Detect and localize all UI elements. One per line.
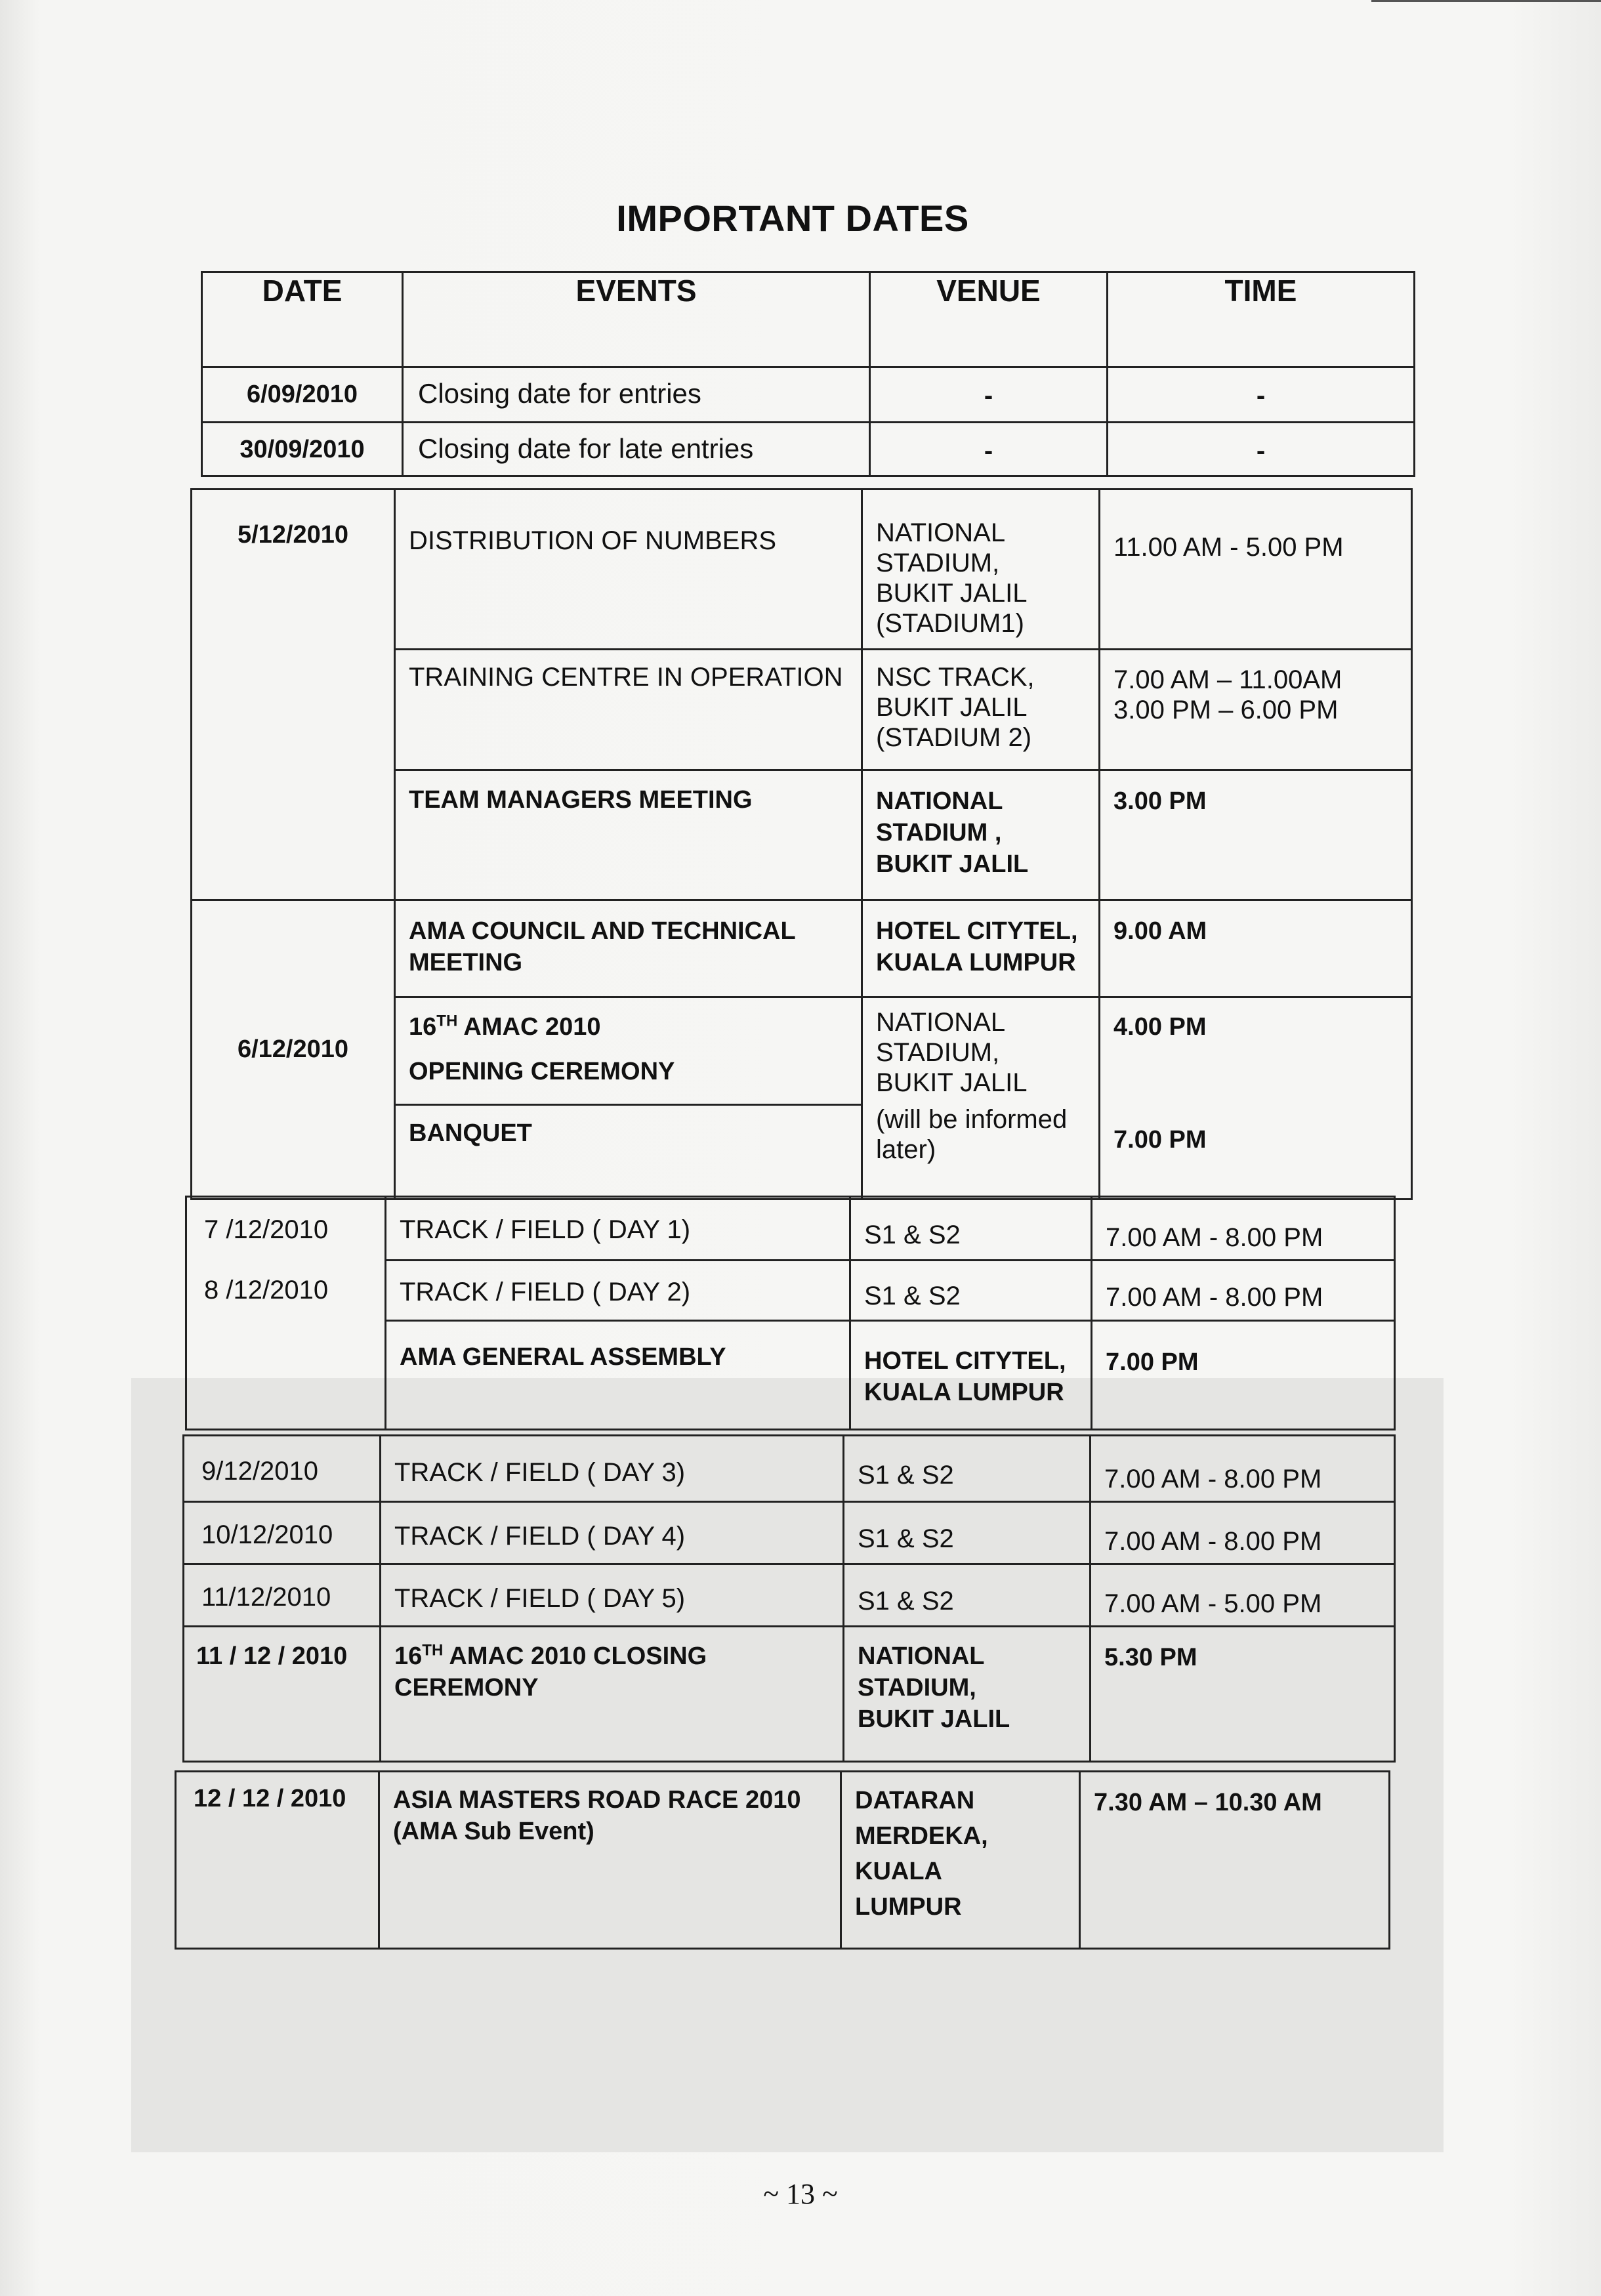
time-line: 7.00 AM – 11.00AM	[1113, 665, 1342, 694]
date-cell: 9/12/2010	[184, 1436, 381, 1502]
event-cell: AMA GENERAL ASSEMBLY	[386, 1321, 850, 1430]
time-cell: 9.00 AM	[1100, 900, 1412, 997]
table-row	[202, 423, 1415, 476]
venue-cell: S1 & S2	[844, 1564, 1091, 1627]
event-cell	[395, 900, 862, 997]
date-cell: 6/09/2010	[202, 367, 403, 423]
event-line: MEETING	[409, 949, 523, 976]
venue-line: BUKIT JALIL	[858, 1705, 1010, 1733]
event-cell: TRACK / FIELD ( DAY 4)	[381, 1502, 844, 1564]
header-venue: VENUE	[870, 272, 1108, 367]
event-cell: TRACK / FIELD ( DAY 3)	[381, 1436, 844, 1502]
event-line: OPENING CEREMONY	[409, 1058, 675, 1085]
event-line: 16TH AMAC 2010	[409, 1012, 601, 1041]
event-line: (AMA Sub Event)	[393, 1818, 594, 1845]
table-row	[192, 490, 1412, 650]
venue-line: NATIONAL	[858, 1642, 985, 1670]
venue-line: BUKIT JALIL	[876, 850, 1029, 878]
table-row	[184, 1502, 1395, 1564]
venue-cell	[862, 650, 1100, 770]
venue-line: BUKIT JALIL	[876, 693, 1028, 722]
venue-cell	[862, 490, 1100, 650]
time-cell: -	[1108, 367, 1415, 423]
event-cell: TEAM MANAGERS MEETING	[395, 770, 862, 900]
time-cell: -	[1108, 423, 1415, 476]
dates-table-top	[201, 271, 1415, 477]
time-cell	[1100, 650, 1412, 770]
table-row	[202, 367, 1415, 423]
venue-cell: S1 & S2	[844, 1502, 1091, 1564]
time-cell: 7.00 AM - 8.00 PM	[1092, 1261, 1395, 1321]
venue-line: STADIUM,	[858, 1674, 976, 1701]
venue-line: BUKIT JALIL	[876, 579, 1028, 608]
event-line: AMA COUNCIL AND TECHNICAL	[409, 917, 796, 945]
venue-line: (STADIUM 2)	[876, 723, 1032, 752]
page-number: ~ 13 ~	[763, 2178, 838, 2210]
date-cell	[186, 1197, 386, 1430]
time-cell: 7.00 AM - 8.00 PM	[1092, 1197, 1395, 1261]
event-cell: TRACK / FIELD ( DAY 1)	[386, 1197, 850, 1261]
event-cell: DISTRIBUTION OF NUMBERS	[395, 490, 862, 650]
table-row	[192, 900, 1412, 997]
event-line: ASIA MASTERS ROAD RACE 2010	[393, 1786, 801, 1814]
table-row	[184, 1564, 1395, 1627]
venue-line: LUMPUR	[855, 1893, 962, 1921]
venue-cell: -	[870, 423, 1108, 476]
time-cell: 7.00 PM	[1100, 1104, 1412, 1199]
dates-table-track	[185, 1196, 1396, 1430]
page-title: IMPORTANT DATES	[616, 198, 969, 239]
event-cell: Closing date for entries	[403, 367, 870, 423]
venue-line: KUALA LUMPUR	[876, 949, 1076, 976]
venue-line: STADIUM,	[876, 1038, 1000, 1067]
time-cell: 11.00 AM - 5.00 PM	[1100, 490, 1412, 650]
dates-table-late	[182, 1434, 1396, 1763]
venue-line: MERDEKA,	[855, 1822, 988, 1850]
top-edge-line	[1371, 0, 1601, 2]
venue-cell	[850, 1321, 1092, 1430]
date-line: 8 /12/2010	[204, 1276, 329, 1305]
time-cell: 7.00 AM - 8.00 PM	[1091, 1436, 1395, 1502]
time-cell: 5.30 PM	[1091, 1627, 1395, 1762]
venue-line: NATIONAL	[876, 787, 1003, 815]
venue-cell: S1 & S2	[850, 1197, 1092, 1261]
event-cell: TRAINING CENTRE IN OPERATION	[395, 650, 862, 770]
table-row	[184, 1627, 1395, 1762]
table-row	[176, 1772, 1390, 1949]
date-cell: 6/12/2010	[192, 900, 395, 1200]
venue-cell	[841, 1772, 1080, 1949]
date-cell: 11/12/2010	[184, 1564, 381, 1627]
venue-cell	[862, 900, 1100, 997]
venue-cell	[844, 1627, 1091, 1762]
venue-line: STADIUM,	[876, 549, 1000, 577]
venue-cell	[862, 1104, 1100, 1199]
event-line: 16TH AMAC 2010 CLOSING	[394, 1641, 707, 1670]
venue-line: NSC TRACK,	[876, 663, 1035, 692]
event-cell	[379, 1772, 841, 1949]
venue-line: later)	[876, 1135, 936, 1164]
event-cell: BANQUET	[395, 1104, 862, 1199]
time-line: 3.00 PM – 6.00 PM	[1113, 696, 1339, 724]
venue-line: STADIUM ,	[876, 819, 1002, 846]
header-events: EVENTS	[403, 272, 870, 367]
venue-cell	[862, 997, 1100, 1105]
event-cell: TRACK / FIELD ( DAY 5)	[381, 1564, 844, 1627]
time-cell: 4.00 PM	[1100, 997, 1412, 1105]
venue-line: (STADIUM1)	[876, 609, 1024, 638]
venue-cell	[862, 770, 1100, 900]
venue-cell: -	[870, 367, 1108, 423]
venue-cell: S1 & S2	[844, 1436, 1091, 1502]
date-line: 7 /12/2010	[204, 1215, 329, 1244]
venue-line: KUALA	[855, 1858, 942, 1885]
date-cell: 11 / 12 / 2010	[184, 1627, 381, 1762]
table-row	[184, 1436, 1395, 1502]
time-cell: 7.30 AM – 10.30 AM	[1080, 1772, 1390, 1949]
time-cell: 3.00 PM	[1100, 770, 1412, 900]
dates-table-road-race	[175, 1770, 1390, 1950]
date-cell: 10/12/2010	[184, 1502, 381, 1564]
table-row	[186, 1197, 1395, 1261]
header-time: TIME	[1108, 272, 1415, 367]
table-header-row	[202, 272, 1415, 367]
venue-line: NATIONAL	[876, 518, 1006, 547]
dates-table-events	[190, 488, 1413, 1200]
date-cell: 5/12/2010	[192, 490, 395, 900]
time-cell: 7.00 PM	[1092, 1321, 1395, 1430]
event-cell: TRACK / FIELD ( DAY 2)	[386, 1261, 850, 1321]
event-cell: Closing date for late entries	[403, 423, 870, 476]
venue-line: DATARAN	[855, 1787, 975, 1814]
date-cell: 12 / 12 / 2010	[176, 1772, 379, 1949]
time-cell: 7.00 AM - 5.00 PM	[1091, 1564, 1395, 1627]
event-line: CEREMONY	[394, 1674, 539, 1701]
date-cell: 30/09/2010	[202, 423, 403, 476]
venue-line: BUKIT JALIL	[876, 1068, 1028, 1097]
time-cell: 7.00 AM - 8.00 PM	[1091, 1502, 1395, 1564]
venue-cell: S1 & S2	[850, 1261, 1092, 1321]
venue-line: HOTEL CITYTEL,	[864, 1347, 1066, 1375]
venue-line: HOTEL CITYTEL,	[876, 917, 1078, 945]
event-cell	[395, 997, 862, 1105]
event-cell	[381, 1627, 844, 1762]
venue-line: NATIONAL	[876, 1008, 1006, 1037]
venue-line: (will be informed	[876, 1105, 1068, 1134]
header-date: DATE	[202, 272, 403, 367]
venue-line: KUALA LUMPUR	[864, 1379, 1064, 1406]
